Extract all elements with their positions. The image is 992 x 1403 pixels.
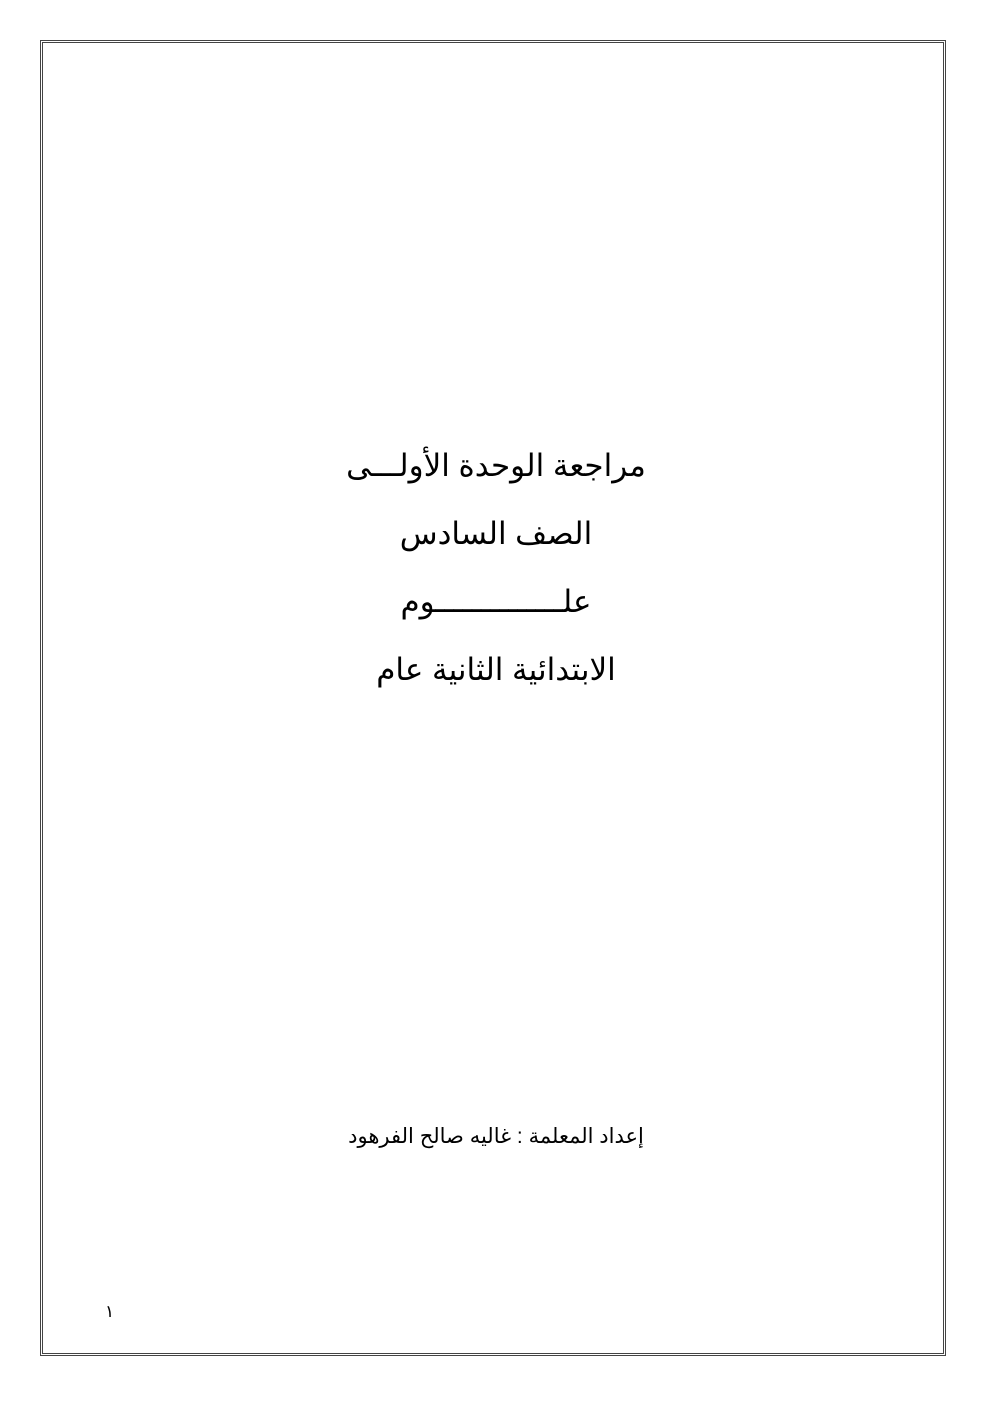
title-block bbox=[0, 448, 992, 720]
title-line-school: الابتدائية الثانية عام bbox=[376, 652, 616, 687]
title-line-review: مراجعة الوحدة الأولـــى bbox=[346, 448, 646, 483]
page-number: ١ bbox=[105, 1302, 115, 1321]
title-line-subject: علــــــــــــــوم bbox=[400, 584, 592, 619]
title-line-grade: الصف السادس bbox=[399, 516, 593, 551]
author-line: إعداد المعلمة : غاليه صالح الفرهود bbox=[348, 1125, 644, 1148]
